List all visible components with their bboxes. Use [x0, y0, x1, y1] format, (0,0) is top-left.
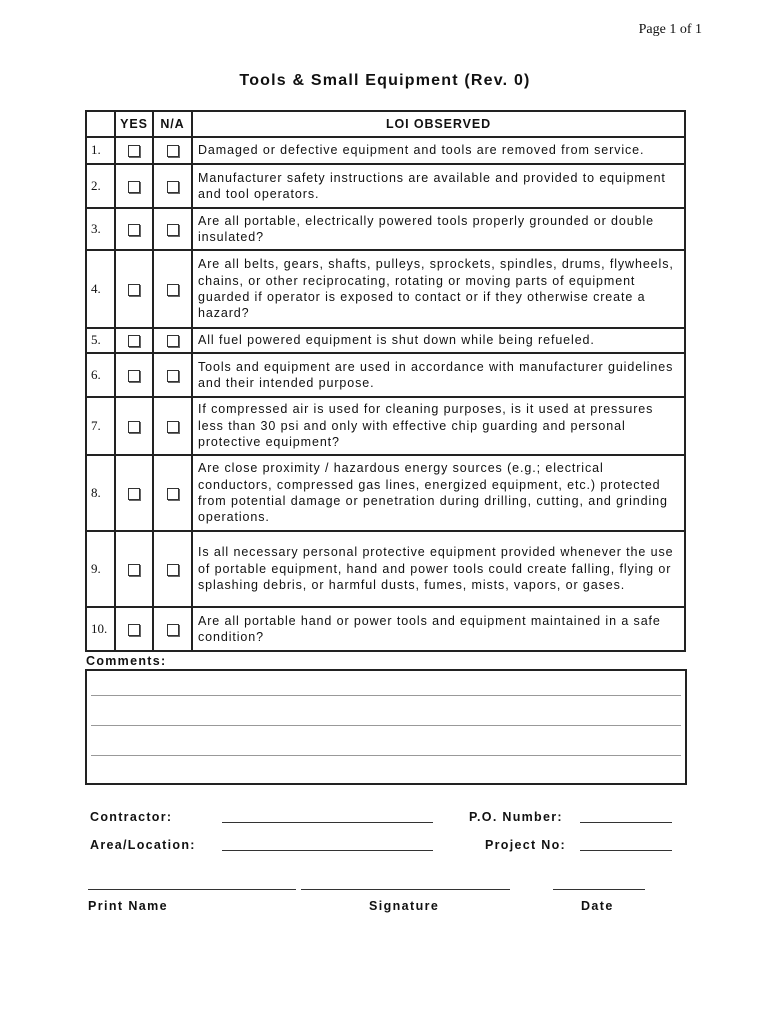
comment-line [91, 695, 681, 696]
loi-text: Are close proximity / hazardous energy sources (e.g.; electrical conductors, compressed gas lines, energized equipment, etc.) protected from potential damage or penetration during drilling, cutting, and grinding operations. [192, 455, 685, 531]
na-checkbox[interactable] [167, 145, 179, 157]
row-number: 9. [86, 531, 115, 607]
print-name-label: Print Name [88, 899, 168, 913]
header-row [86, 111, 685, 137]
row-number: 6. [86, 353, 115, 397]
loi-text: Tools and equipment are used in accordance with manufacturer guidelines and their intended purpose. [192, 353, 685, 397]
row-number: 8. [86, 455, 115, 531]
na-checkbox[interactable] [167, 335, 179, 347]
po-number-field[interactable] [580, 822, 672, 823]
table-row [86, 397, 685, 455]
yes-checkbox[interactable] [128, 181, 140, 193]
table-row [86, 208, 685, 250]
na-checkbox[interactable] [167, 488, 179, 500]
contractor-field[interactable] [222, 822, 433, 823]
row-number: 3. [86, 208, 115, 250]
comments-box[interactable] [85, 669, 687, 785]
loi-observed-header: LOI OBSERVED [192, 111, 685, 137]
row-number: 1. [86, 137, 115, 164]
yes-checkbox[interactable] [128, 145, 140, 157]
comments-label: Comments: [86, 654, 167, 668]
comment-line [91, 725, 681, 726]
document-title: Tools & Small Equipment (Rev. 0) [239, 72, 531, 89]
loi-text: Are all portable hand or power tools and equipment maintained in a safe condition? [192, 607, 685, 651]
loi-text: Manufacturer safety instructions are available and provided to equipment and tool operators. [192, 164, 685, 208]
loi-text: Are all belts, gears, shafts, pulleys, sprockets, spindles, drums, flywheels, chains, or other reciprocating, rotating or moving parts of equipment guarded if operator is exposed to contact or if they otherwise create a hazard? [192, 250, 685, 328]
area-location-field[interactable] [222, 850, 433, 851]
yes-checkbox[interactable] [128, 370, 140, 382]
na-header: N/A [153, 111, 192, 137]
na-checkbox[interactable] [167, 370, 179, 382]
yes-checkbox[interactable] [128, 421, 140, 433]
area-location-label: Area/Location: [90, 838, 196, 852]
table-row [86, 164, 685, 208]
yes-checkbox[interactable] [128, 335, 140, 347]
table-row [86, 531, 685, 607]
checklist-table [85, 110, 686, 652]
page-number: Page 1 of 1 [638, 22, 702, 37]
row-number: 5. [86, 328, 115, 353]
row-number: 10. [86, 607, 115, 651]
na-checkbox[interactable] [167, 421, 179, 433]
yes-checkbox[interactable] [128, 624, 140, 636]
na-checkbox[interactable] [167, 284, 179, 296]
na-checkbox[interactable] [167, 181, 179, 193]
number-header [86, 111, 115, 137]
date-line[interactable] [553, 889, 645, 890]
row-number: 7. [86, 397, 115, 455]
signature-line[interactable] [301, 889, 510, 890]
table-row [86, 607, 685, 651]
po-number-label: P.O. Number: [469, 810, 563, 824]
loi-text: Is all necessary personal protective equipment provided whenever the use of portable equipment, hand and power tools could create falling, flying or splashing debris, or harmful dusts, fumes, mists, vapors, or gases. [192, 531, 685, 607]
na-checkbox[interactable] [167, 564, 179, 576]
table-row [86, 137, 685, 164]
yes-checkbox[interactable] [128, 224, 140, 236]
row-number: 4. [86, 250, 115, 328]
contractor-label: Contractor: [90, 810, 173, 824]
table-row [86, 328, 685, 353]
yes-checkbox[interactable] [128, 488, 140, 500]
table-row [86, 250, 685, 328]
loi-text: Are all portable, electrically powered tools properly grounded or double insulated? [192, 208, 685, 250]
print-name-line[interactable] [88, 889, 296, 890]
date-label: Date [581, 899, 614, 913]
yes-checkbox[interactable] [128, 284, 140, 296]
table-row [86, 353, 685, 397]
loi-text: All fuel powered equipment is shut down while being refueled. [192, 328, 685, 353]
comment-line [91, 755, 681, 756]
loi-text: If compressed air is used for cleaning purposes, is it used at pressures less than 30 psi and only with effective chip guarding and personal protective equipment? [192, 397, 685, 455]
na-checkbox[interactable] [167, 624, 179, 636]
yes-checkbox[interactable] [128, 564, 140, 576]
project-no-label: Project No: [485, 838, 566, 852]
row-number: 2. [86, 164, 115, 208]
project-no-field[interactable] [580, 850, 672, 851]
yes-header: YES [115, 111, 153, 137]
loi-text: Damaged or defective equipment and tools are removed from service. [192, 137, 685, 164]
na-checkbox[interactable] [167, 224, 179, 236]
signature-label: Signature [369, 899, 440, 913]
table-row [86, 455, 685, 531]
